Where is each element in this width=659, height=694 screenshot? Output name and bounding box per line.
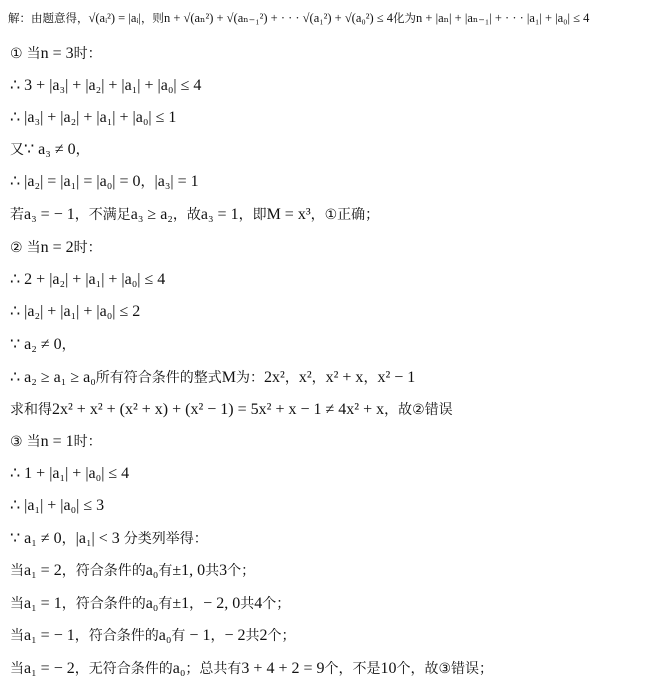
case-3-inequality: ∴ 1 + |a₁| + |a₀| ≤ 4 <box>10 465 130 482</box>
case-3-a1-equals-1: 当a₁ = 1，符合条件的a₀有±1，− 2, 0共4个； <box>10 595 291 612</box>
case-1-inequality: ∴ 3 + |a₃| + |a₂| + |a₁| + |a₀| ≤ 4 <box>10 77 202 94</box>
case-1-conclusion: 若a₃ = − 1，不满足a₃ ≥ a₂，故a₃ = 1，即M = x³，①正确； <box>10 206 380 223</box>
case-2-heading: ② 当n = 2时： <box>10 239 102 256</box>
case-1-values: ∴ |a₂| = |a₁| = |a₀| = 0，|a₃| = 1 <box>10 173 199 190</box>
case-3-condition: ∵ a₁ ≠ 0，|a₁| < 3 分类列举得： <box>10 530 208 547</box>
case-1-condition: 又∵ a₃ ≠ 0， <box>10 141 90 158</box>
case-2-condition: ∵ a₂ ≠ 0， <box>10 336 76 353</box>
case-2-reduced: ∴ |a₂| + |a₁| + |a₀| ≤ 2 <box>10 303 141 320</box>
case-3-heading: ③ 当n = 1时： <box>10 433 102 450</box>
case-1-reduced: ∴ |a₃| + |a₂| + |a₁| + |a₀| ≤ 1 <box>10 109 177 126</box>
case-2-polynomials: ∴ a₂ ≥ a₁ ≥ a₀所有符合条件的整式M为：2x²，x²，x² + x，x² − 1 <box>10 369 416 386</box>
case-1-heading: ① 当n = 3时： <box>10 45 102 62</box>
case-3-a1-equals-neg2: 当a₁ = − 2，无符合条件的a₀；总共有3 + 4 + 2 = 9个，不是10个，故③错误； <box>10 660 494 677</box>
case-3-reduced: ∴ |a₁| + |a₀| ≤ 3 <box>10 497 105 514</box>
solution-intro-line: 解：由题意得，√(aᵢ²) = |aᵢ|，则n + √(aₙ²) + √(aₙ₋₁²) + · · · √(a₁²) + √(a₀²) ≤ 4化为n + |aₙ| + |aₙ₋₁| + · · · |a₁| + |a₀| ≤ 4 <box>8 11 590 25</box>
case-2-sum: 求和得2x² + x² + (x² + x) + (x² − 1) = 5x² + x − 1 ≠ 4x² + x，故②错误 <box>10 401 453 418</box>
case-2-inequality: ∴ 2 + |a₂| + |a₁| + |a₀| ≤ 4 <box>10 271 166 288</box>
case-3-a1-equals-neg1: 当a₁ = − 1，符合条件的a₀有 − 1，− 2共2个； <box>10 627 296 644</box>
case-3-a1-equals-2: 当a₁ = 2，符合条件的a₀有±1, 0共3个； <box>10 562 256 579</box>
